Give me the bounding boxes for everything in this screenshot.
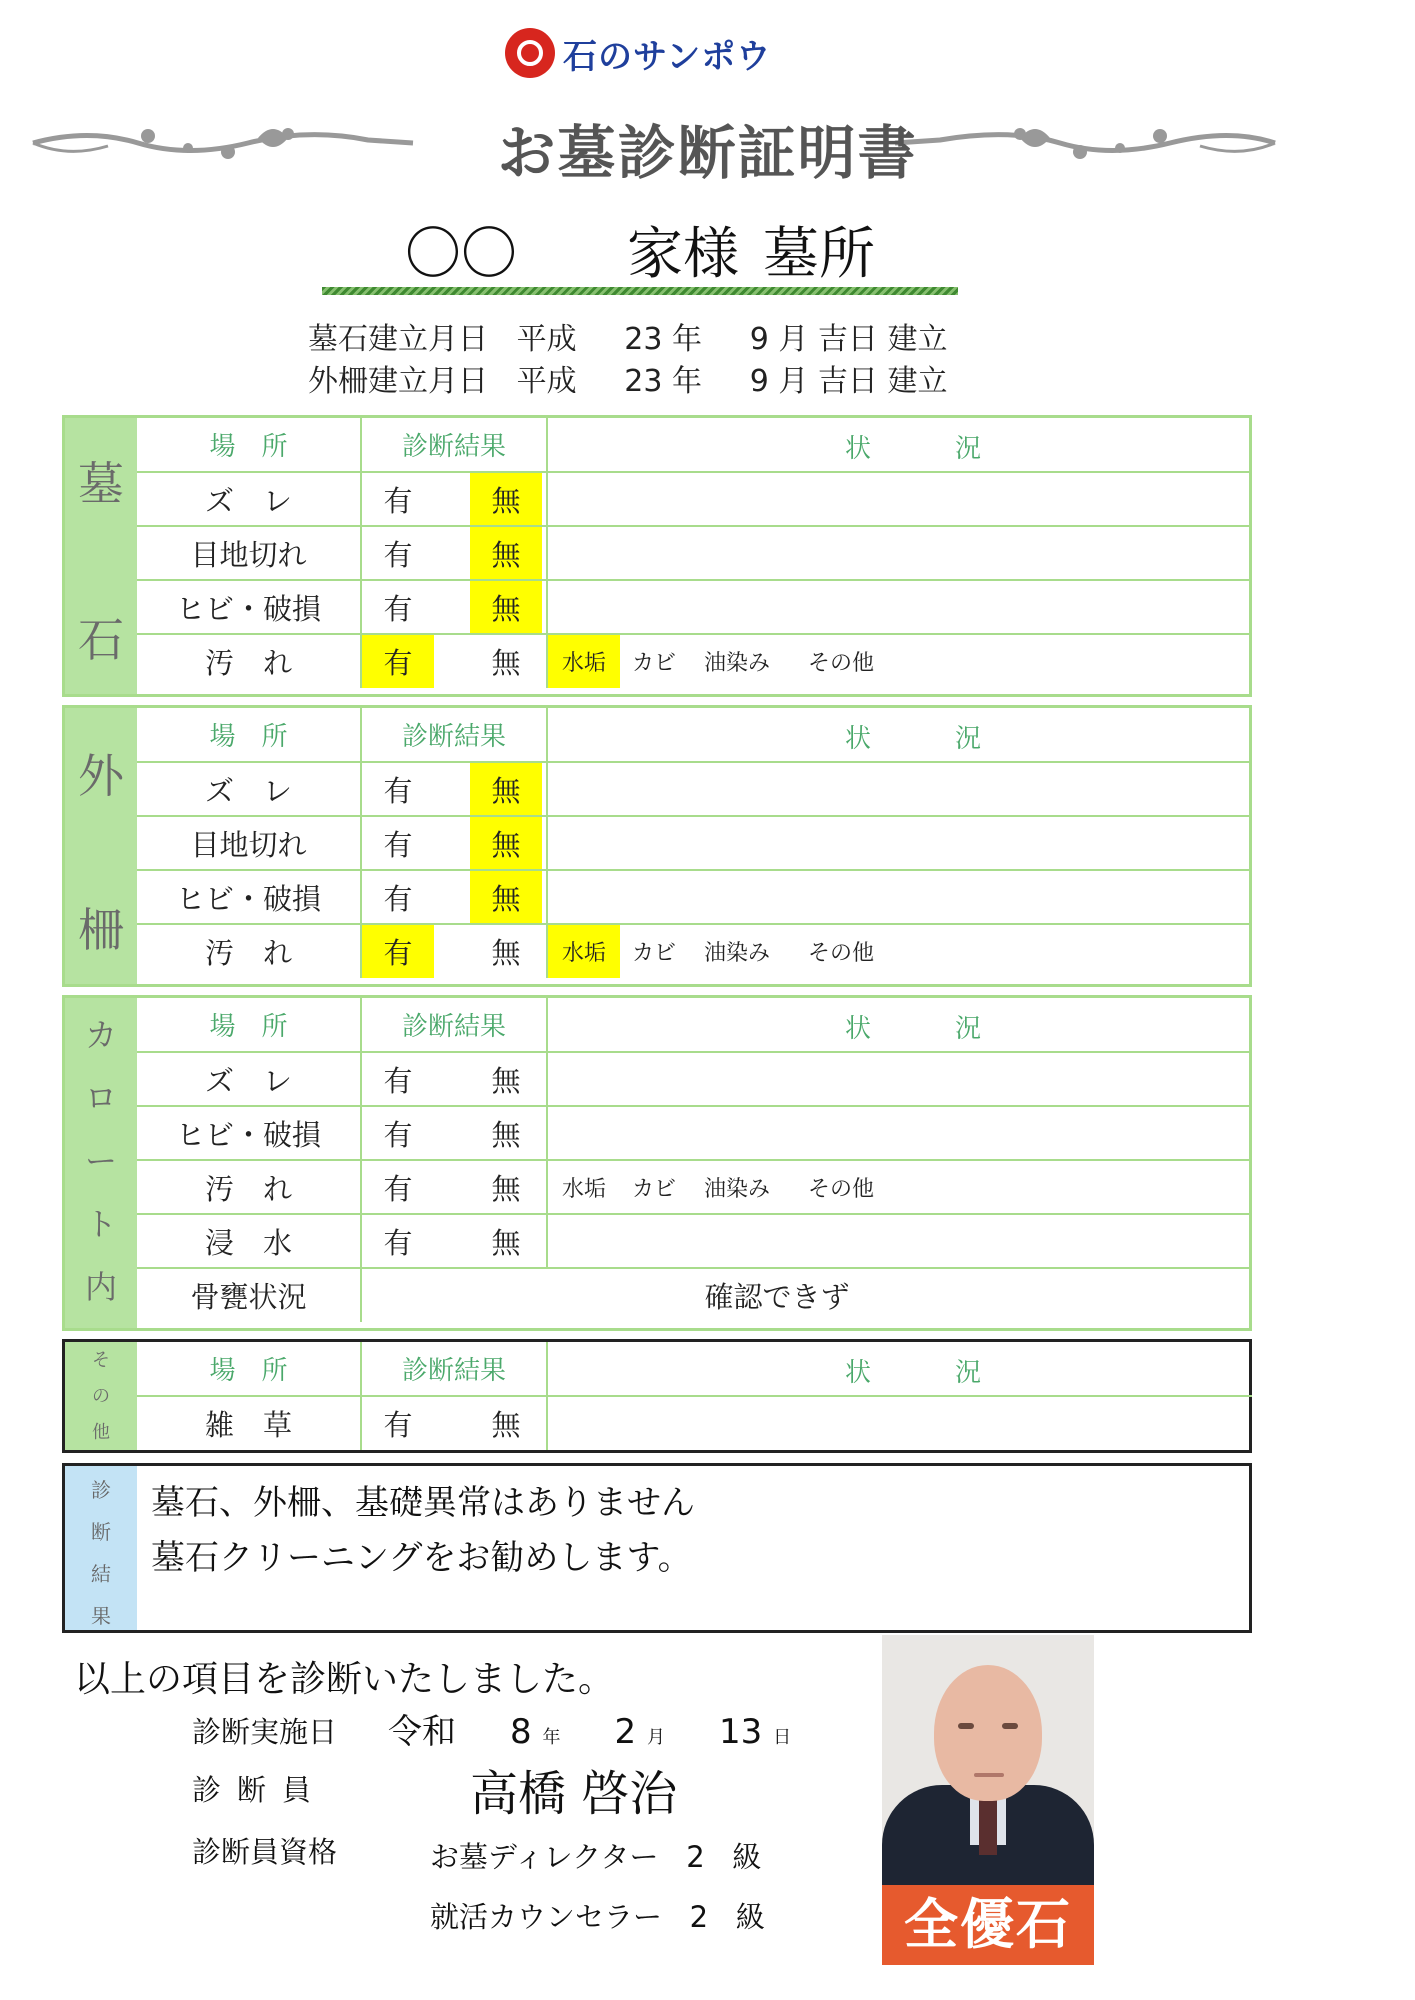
association-badge: 全優石	[882, 1885, 1094, 1965]
qualification-1: お墓ディレクター 2 級	[430, 1840, 762, 1874]
table-row: ヒビ・破損 有 無	[137, 580, 1252, 634]
table-row: 汚 れ 有 無 水垢 カビ 油染み その他	[137, 634, 1252, 688]
fence-date: 外柵建立月日 平成 23 年 9 月 吉日 建立	[308, 364, 948, 399]
table-header: 場 所 診断結果 状 況	[137, 1342, 1252, 1396]
verdict-side-label: 診 断 結 果	[65, 1466, 137, 1630]
grave-suffix: 墓所	[763, 222, 875, 287]
inspector-label: 診断員	[192, 1773, 328, 1807]
inspection-date: 令和 8 年 2 月 13 日	[388, 1712, 792, 1752]
table-row: ヒビ・破損 有 無	[137, 870, 1252, 924]
qualification-label: 診断員資格	[192, 1835, 338, 1869]
family-suffix: 家様	[627, 222, 739, 287]
table-header: 場 所 診断結果 状 況	[137, 418, 1252, 472]
logo-mark-icon	[505, 28, 555, 78]
table-row: 浸 水 有 無	[137, 1214, 1252, 1268]
section-side-label: 墓 石	[65, 418, 137, 694]
diagnosis-result	[62, 1463, 1252, 1633]
table-row: 汚 れ 有 無 水垢 カビ 油染み その他	[137, 1160, 1252, 1214]
section-side-label: 外 柵	[65, 708, 137, 984]
table-row: 骨甕状況 確認できず	[137, 1268, 1252, 1322]
table-row: 汚 れ 有 無 水垢 カビ 油染み その他	[137, 924, 1252, 978]
grave-name	[320, 210, 960, 290]
inspector-photo	[882, 1635, 1094, 1965]
section-tombstone	[62, 415, 1252, 697]
table-row: 目地切れ 有 無	[137, 526, 1252, 580]
brand-logo	[505, 24, 771, 82]
table-row: ズ レ 有 無	[137, 762, 1252, 816]
table-row: 雑 草 有 無	[137, 1396, 1252, 1450]
table-row: ズ レ 有 無	[137, 472, 1252, 526]
table-row: 目地切れ 有 無	[137, 816, 1252, 870]
table-header: 場 所 診断結果 状 況	[137, 708, 1252, 762]
table-row: ズ レ 有 無	[137, 1052, 1252, 1106]
tombstone-date: 墓石建立月日 平成 23 年 9 月 吉日 建立	[308, 322, 948, 357]
verdict-text: 墓石、外柵、基礎異常はありません 墓石クリーニングをお勧めします。	[151, 1483, 695, 1578]
section-chamber	[62, 995, 1252, 1331]
completion-statement: 以上の項目を診断いたしました。	[74, 1659, 615, 1700]
section-side-label: そ の 他	[65, 1342, 137, 1450]
urn-status: 確認できず	[361, 1268, 1252, 1322]
qualification-2: 就活カウンセラー 2 級	[430, 1900, 765, 1934]
inspector-name: 高橋 啓治	[470, 1766, 678, 1822]
document-title: お墓診断証明書	[497, 119, 918, 187]
section-fence	[62, 705, 1252, 987]
section-other	[62, 1339, 1252, 1453]
date-label: 診断実施日	[192, 1715, 338, 1749]
section-side-label: カ ロ ー ト 内	[65, 998, 137, 1328]
logo-text: 石のサンポウ	[563, 36, 772, 77]
table-header: 場 所 診断結果 状 況	[137, 998, 1252, 1052]
family-name: 〇〇	[405, 222, 517, 287]
name-underline	[322, 287, 958, 295]
table-row: ヒビ・破損 有 無	[137, 1106, 1252, 1160]
